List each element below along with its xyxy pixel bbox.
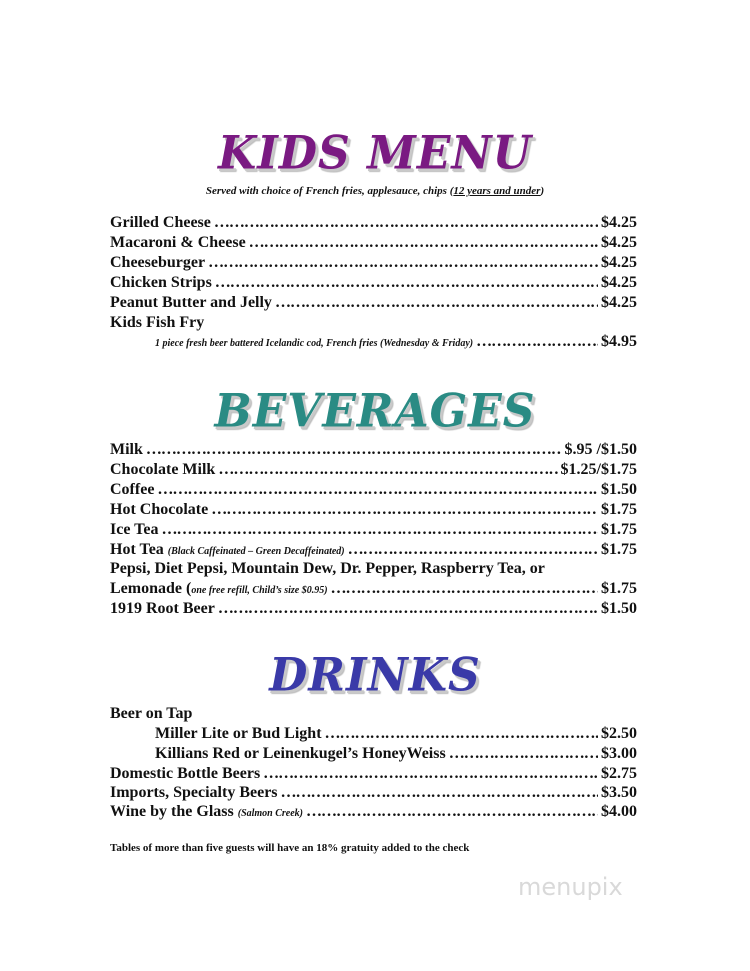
kids-menu-subtitle: Served with choice of French fries, applesauce, chips (12 years and under) — [205, 185, 545, 197]
item-price: $.95 /$1.50 — [564, 441, 637, 458]
menu-item — [110, 294, 637, 314]
item-name: Hot Chocolate — [110, 501, 209, 518]
menu-item — [110, 803, 637, 823]
item-name: Grilled Cheese — [110, 214, 211, 231]
menu-item — [110, 521, 637, 541]
menu-item — [110, 481, 637, 501]
item-name: Chicken Strips — [110, 274, 212, 291]
menu-item — [110, 254, 637, 274]
item-price: $1.75 — [601, 521, 637, 538]
item-name: Hot Tea — [110, 541, 164, 558]
item-note: (Salmon Creek) — [237, 808, 304, 819]
item-name: 1919 Root Beer — [110, 600, 215, 617]
menupix-watermark: menupix — [518, 873, 623, 901]
item-price: $2.75 — [601, 765, 637, 782]
item-price: $3.50 — [601, 784, 637, 801]
gratuity-notice: Tables of more than five guests will have an 18% gratuity added to the check — [110, 842, 470, 854]
item-price: $4.25 — [601, 254, 637, 271]
item-name: Domestic Bottle Beers — [110, 765, 261, 782]
menu-item — [155, 725, 637, 745]
item-name: Coffee — [110, 481, 155, 498]
menu-item — [110, 541, 637, 561]
item-price: $4.25 — [601, 274, 637, 291]
item-note: (Black Caffeinated – Green Decaffeinated) — [167, 546, 345, 557]
item-name: Peanut Butter and Jelly — [110, 294, 272, 311]
item-price: $4.25 — [601, 294, 637, 311]
soda-list: Pepsi, Diet Pepsi, Mountain Dew, Dr. Pepper, Raspberry Tea, or — [110, 560, 545, 577]
menu-item — [110, 274, 637, 294]
age-note: 12 years and under — [453, 185, 541, 197]
menu-item — [110, 580, 637, 600]
item-name: Chocolate Milk — [110, 461, 216, 478]
item-price: $1.50 — [601, 600, 637, 617]
menu-item — [110, 600, 637, 620]
item-price: $4.95 — [601, 333, 637, 350]
fish-fry-detail — [155, 333, 637, 351]
item-price: $1.50 — [601, 481, 637, 498]
beverages-title: BEVERAGES — [214, 384, 536, 439]
item-name: Killians Red or Leinenkugel’s HoneyWeiss — [155, 745, 446, 762]
menu-item — [110, 234, 637, 254]
item-price: $1.75 — [601, 580, 637, 597]
item-price: $1.25/$1.75 — [560, 461, 637, 478]
item-name: Kids Fish Fry — [110, 314, 205, 331]
item-price: $3.00 — [601, 745, 637, 762]
menu-item — [110, 501, 637, 521]
fish-fry-description: 1 piece fresh beer battered Icelandic cod, French fries (Wednesday & Friday) — [155, 338, 474, 349]
item-price: $1.75 — [601, 501, 637, 518]
item-price: $2.50 — [601, 725, 637, 742]
beer-on-tap-label: Beer on Tap — [110, 705, 193, 722]
item-name: Macaroni & Cheese — [110, 234, 246, 251]
menu-item — [110, 461, 637, 481]
menu-item — [155, 745, 637, 765]
item-name: Wine by the Glass — [110, 803, 234, 820]
item-price: $4.00 — [601, 803, 637, 820]
item-name: Milk — [110, 441, 143, 458]
item-name: Ice Tea — [110, 521, 159, 538]
menu-item — [110, 314, 204, 334]
menu-item — [110, 441, 637, 461]
kids-menu-title: KIDS MENU — [218, 126, 532, 181]
menu-item — [110, 214, 637, 234]
item-price: $4.25 — [601, 214, 637, 231]
item-name: Lemonade ( — [110, 580, 192, 597]
menu-item — [110, 784, 637, 804]
menu-heading — [110, 705, 192, 725]
item-name: Imports, Specialty Beers — [110, 784, 278, 801]
item-note: one free refill, Child’s size $0.95) — [191, 585, 328, 596]
item-name: Cheeseburger — [110, 254, 206, 271]
item-name: Miller Lite or Bud Light — [155, 725, 322, 742]
item-price: $1.75 — [601, 541, 637, 558]
item-price: $4.25 — [601, 234, 637, 251]
drinks-title: DRINKS — [269, 648, 481, 703]
menu-item — [110, 765, 637, 785]
